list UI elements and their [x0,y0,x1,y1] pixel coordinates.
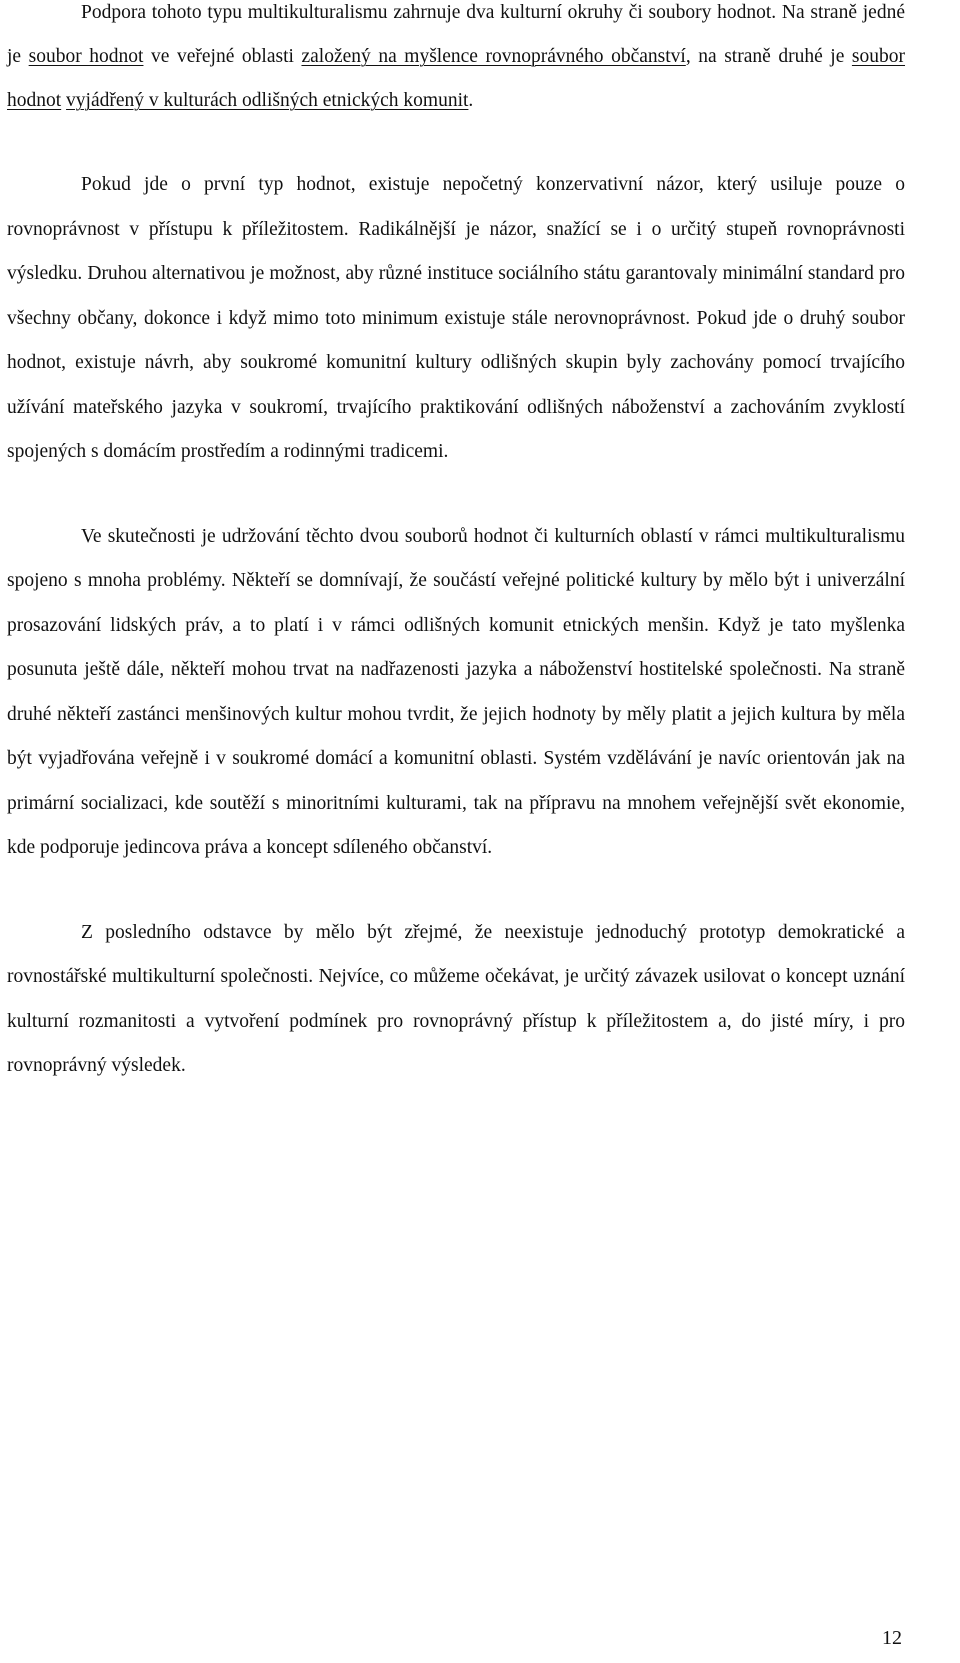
body-text [7,0,905,1089]
underlined-phrase: soubor hodnot [7,46,906,111]
paragraph-1-text: , na straně druhé je [685,46,852,67]
paragraph-3: Ve skutečnosti je udržování těchto dvou souborů hodnot či kulturních oblastí v rámci multikulturalismu spojeno s mnoha problémy. Někteří se domnívají, že součástí veřejné politické kultury by mělo být i univerzální prosazování lidských práv, a to platí i v rámci odlišných komunit etnických menšin. Když je tato myšlenka posunuta ještě dále, někteří mohou trvat na nadřazenosti jazyka a náboženství hostitelské společnosti. Na straně druhé někteří zastánci menšinových kultur mohou tvrdit, že jejich hodnoty by měly platit a jejich kultura by měla být vyjadřována veřejně i v soukromé domácí a komunitní oblasti. Systém vzdělávání je navíc orientován jak na primární socializaci, kde soutěží s minoritními kulturami, tak na přípravu na mnohem veřejnější svět ekonomie, kde podporuje jedincova práva a koncept sdíleného občanství. [7,525,905,858]
underlined-phrase: založený na myšlence rovnoprávného občanství [301,46,686,67]
paragraph-1-text: Podpora tohoto typu multikulturalismu zahrnuje dva kulturní okruhy či soubory hodnot. Na straně jedné je [7,2,905,67]
page-number: 12 [882,1627,902,1649]
paragraph-1-text: ve veřejné oblasti [143,46,302,67]
paragraph-1 [7,0,905,123]
underlined-phrase: soubor hodnot [28,46,144,67]
paragraph-1-text: . [468,90,474,111]
underlined-phrase: vyjádřený v kulturách odlišných etnických komunit [66,90,469,111]
paragraph-2: Pokud jde o první typ hodnot, existuje nepočetný konzervativní názor, který usiluje pouze o rovnoprávnost v přístupu k příležitostem. Radikálnější je názor, snažící se i o určitý stupeň rovnoprávnosti výsledku. Druhou alternativou je možnost, aby různé instituce sociálního státu garantovaly minimální standard pro všechny občany, dokonce i když mimo toto minimum existuje stále nerovnoprávnost. Pokud jde o druhý soubor hodnot, existuje návrh, aby soukromé komunitní kultury odlišných skupin byly zachovány pomocí trvajícího užívání mateřského jazyka v soukromí, trvajícího praktikování odlišných náboženství a zachováním zvyklostí spojených s domácím prostředím a rodinnými tradicemi. [7,174,905,462]
paragraph-4: Z posledního odstavce by mělo být zřejmé, že neexistuje jednoduchý prototyp demokratické a rovnostářské multikulturní společnosti. Nejvíce, co můžeme očekávat, je určitý závazek usilovat o koncept uznání kulturní rozmanitosti a vytvoření podmínek pro rovnoprávný přístup k příležitostem a, do jisté míry, i pro rovnoprávný výsledek. [7,921,905,1076]
